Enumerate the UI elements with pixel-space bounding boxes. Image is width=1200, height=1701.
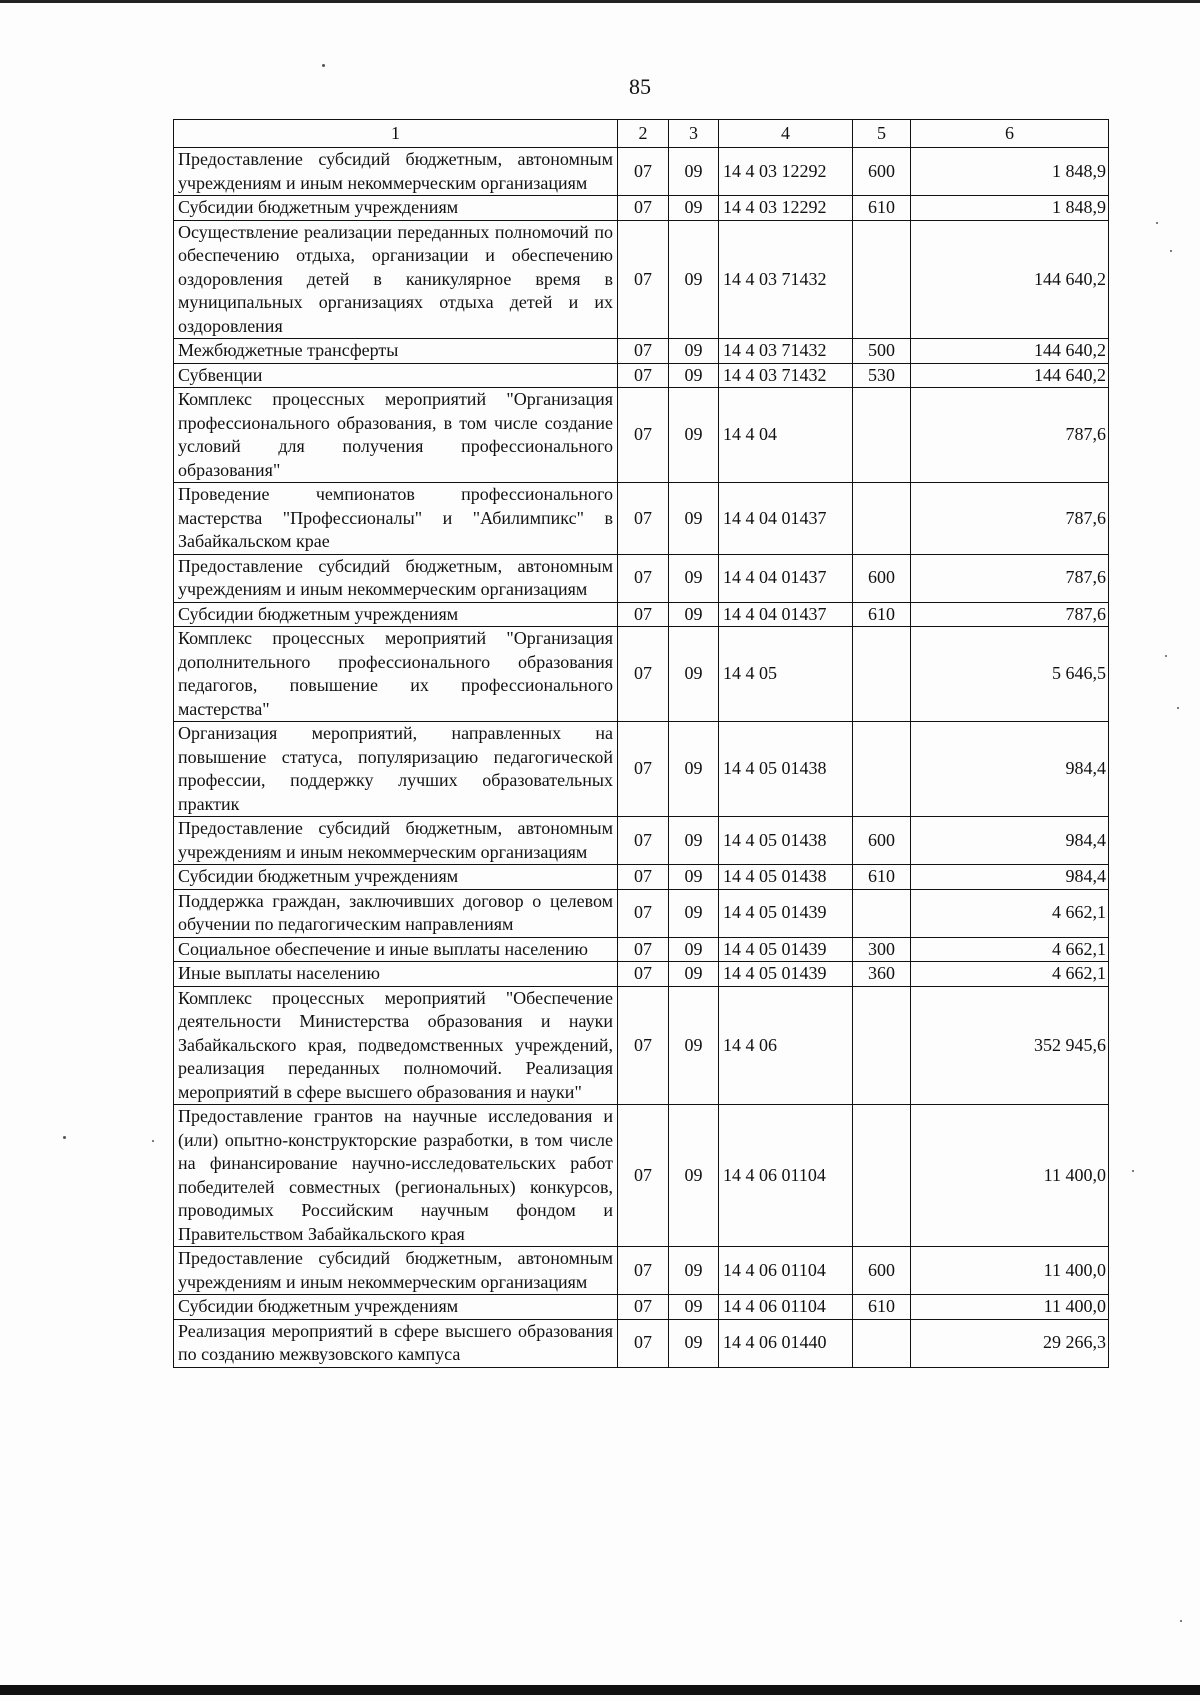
row-name-cell: Предоставление субсидий бюджетным, автономным учреждениям и иным некоммерческим организациям xyxy=(174,817,618,865)
table-header-row xyxy=(174,120,1109,148)
table-row xyxy=(174,148,1109,196)
row-section-cell: 07 xyxy=(618,220,669,339)
row-name-cell: Комплекс процессных мероприятий "Организация профессионального образования, в том числе создание условий для получения профессионального образования" xyxy=(174,388,618,483)
row-name-cell: Субсидии бюджетным учреждениям xyxy=(174,1295,618,1320)
row-sum-cell: 4 662,1 xyxy=(911,962,1109,987)
row-subsection-cell: 09 xyxy=(669,1105,719,1247)
row-type-cell: 600 xyxy=(853,817,911,865)
table-row xyxy=(174,962,1109,987)
row-section-cell: 07 xyxy=(618,627,669,722)
table-row xyxy=(174,1105,1109,1247)
row-section-cell: 07 xyxy=(618,554,669,602)
row-code-cell: 14 4 03 71432 xyxy=(719,339,853,364)
row-name-cell: Иные выплаты населению xyxy=(174,962,618,987)
row-subsection-cell: 09 xyxy=(669,148,719,196)
table-row xyxy=(174,937,1109,962)
table-row xyxy=(174,363,1109,388)
row-name-cell: Предоставление грантов на научные исследования и (или) опытно-конструкторские разработки, в том числе на финансирование научно-исследовательских работ победителей совместных (региональных) конкурсов, проводимых Российским научным фондом и Правительством Забайкальского края xyxy=(174,1105,618,1247)
row-code-cell: 14 4 04 01437 xyxy=(719,602,853,627)
row-sum-cell: 787,6 xyxy=(911,483,1109,555)
row-subsection-cell: 09 xyxy=(669,817,719,865)
row-subsection-cell: 09 xyxy=(669,889,719,937)
row-code-cell: 14 4 05 01439 xyxy=(719,937,853,962)
row-subsection-cell: 09 xyxy=(669,554,719,602)
page-number: 85 xyxy=(629,74,651,99)
row-subsection-cell: 09 xyxy=(669,363,719,388)
table-row xyxy=(174,1319,1109,1367)
row-type-cell: 610 xyxy=(853,602,911,627)
row-code-cell: 14 4 03 71432 xyxy=(719,220,853,339)
row-type-cell: 360 xyxy=(853,962,911,987)
row-subsection-cell: 09 xyxy=(669,220,719,339)
row-sum-cell: 787,6 xyxy=(911,602,1109,627)
table-row xyxy=(174,339,1109,364)
row-type-cell: 530 xyxy=(853,363,911,388)
table-row xyxy=(174,722,1109,817)
table-row xyxy=(174,627,1109,722)
row-subsection-cell: 09 xyxy=(669,1247,719,1295)
table-row xyxy=(174,865,1109,890)
row-code-cell: 14 4 03 71432 xyxy=(719,363,853,388)
row-section-cell: 07 xyxy=(618,986,669,1105)
table-row xyxy=(174,1295,1109,1320)
row-type-cell xyxy=(853,1319,911,1367)
row-section-cell: 07 xyxy=(618,388,669,483)
row-section-cell: 07 xyxy=(618,937,669,962)
row-sum-cell: 984,4 xyxy=(911,865,1109,890)
scan-speck xyxy=(1180,1620,1182,1622)
row-section-cell: 07 xyxy=(618,602,669,627)
row-name-cell: Субсидии бюджетным учреждениям xyxy=(174,865,618,890)
scan-speck xyxy=(1165,655,1167,657)
row-name-cell: Реализация мероприятий в сфере высшего образования по созданию межвузовского кампуса xyxy=(174,1319,618,1367)
row-code-cell: 14 4 04 01437 xyxy=(719,483,853,555)
row-type-cell xyxy=(853,627,911,722)
row-subsection-cell: 09 xyxy=(669,865,719,890)
row-code-cell: 14 4 05 01438 xyxy=(719,817,853,865)
table-row xyxy=(174,602,1109,627)
scan-edge-bottom xyxy=(0,1685,1200,1695)
row-type-cell xyxy=(853,220,911,339)
row-type-cell: 610 xyxy=(853,1295,911,1320)
row-section-cell: 07 xyxy=(618,1319,669,1367)
row-sum-cell: 29 266,3 xyxy=(911,1319,1109,1367)
row-name-cell: Предоставление субсидий бюджетным, автономным учреждениям и иным некоммерческим организациям xyxy=(174,554,618,602)
row-subsection-cell: 09 xyxy=(669,1319,719,1367)
row-type-cell xyxy=(853,483,911,555)
row-section-cell: 07 xyxy=(618,363,669,388)
row-section-cell: 07 xyxy=(618,483,669,555)
row-type-cell xyxy=(853,722,911,817)
scan-speck xyxy=(1132,1170,1134,1172)
row-type-cell xyxy=(853,388,911,483)
row-name-cell: Межбюджетные трансферты xyxy=(174,339,618,364)
row-name-cell: Организация мероприятий, направленных на повышение статуса, популяризацию педагогической профессии, поддержку лучших образовательных практик xyxy=(174,722,618,817)
header-cell-3: 3 xyxy=(669,120,719,148)
row-name-cell: Комплекс процессных мероприятий "Организация дополнительного профессионального образования педагогов, повышение их профессионального мастерства" xyxy=(174,627,618,722)
row-subsection-cell: 09 xyxy=(669,339,719,364)
row-sum-cell: 984,4 xyxy=(911,817,1109,865)
table-row xyxy=(174,554,1109,602)
row-type-cell: 610 xyxy=(853,196,911,221)
row-subsection-cell: 09 xyxy=(669,602,719,627)
scan-speck xyxy=(152,1140,154,1142)
scan-speck xyxy=(1177,707,1179,709)
header-cell-1: 1 xyxy=(174,120,618,148)
table-row xyxy=(174,1247,1109,1295)
header-cell-4: 4 xyxy=(719,120,853,148)
row-name-cell: Предоставление субсидий бюджетным, автономным учреждениям и иным некоммерческим организациям xyxy=(174,148,618,196)
row-section-cell: 07 xyxy=(618,865,669,890)
row-type-cell xyxy=(853,1105,911,1247)
row-subsection-cell: 09 xyxy=(669,722,719,817)
row-code-cell: 14 4 06 01104 xyxy=(719,1295,853,1320)
table-row xyxy=(174,986,1109,1105)
table-row xyxy=(174,483,1109,555)
row-name-cell: Субвенции xyxy=(174,363,618,388)
scan-speck xyxy=(63,1136,66,1139)
scan-speck xyxy=(1170,250,1172,252)
row-type-cell xyxy=(853,986,911,1105)
row-section-cell: 07 xyxy=(618,339,669,364)
header-cell-6: 6 xyxy=(911,120,1109,148)
row-code-cell: 14 4 06 01104 xyxy=(719,1247,853,1295)
row-code-cell: 14 4 06 01104 xyxy=(719,1105,853,1247)
row-name-cell: Социальное обеспечение и иные выплаты населению xyxy=(174,937,618,962)
row-type-cell: 300 xyxy=(853,937,911,962)
row-section-cell: 07 xyxy=(618,817,669,865)
row-type-cell xyxy=(853,889,911,937)
row-section-cell: 07 xyxy=(618,962,669,987)
header-cell-2: 2 xyxy=(618,120,669,148)
row-code-cell: 14 4 05 xyxy=(719,627,853,722)
row-sum-cell: 984,4 xyxy=(911,722,1109,817)
row-sum-cell: 11 400,0 xyxy=(911,1295,1109,1320)
table-row xyxy=(174,388,1109,483)
row-type-cell: 600 xyxy=(853,554,911,602)
row-section-cell: 07 xyxy=(618,196,669,221)
row-code-cell: 14 4 05 01439 xyxy=(719,889,853,937)
row-code-cell: 14 4 04 xyxy=(719,388,853,483)
row-sum-cell: 144 640,2 xyxy=(911,339,1109,364)
row-code-cell: 14 4 06 xyxy=(719,986,853,1105)
row-name-cell: Осуществление реализации переданных полномочий по обеспечению отдыха, организации и обеспечению оздоровления детей в каникулярное время в муниципальных организациях отдыха детей и их оздоровления xyxy=(174,220,618,339)
row-name-cell: Субсидии бюджетным учреждениям xyxy=(174,602,618,627)
table-row xyxy=(174,220,1109,339)
row-sum-cell: 144 640,2 xyxy=(911,220,1109,339)
table-row xyxy=(174,196,1109,221)
row-section-cell: 07 xyxy=(618,889,669,937)
table-row xyxy=(174,817,1109,865)
row-code-cell: 14 4 06 01440 xyxy=(719,1319,853,1367)
row-code-cell: 14 4 05 01438 xyxy=(719,722,853,817)
budget-table xyxy=(173,119,1109,1368)
row-subsection-cell: 09 xyxy=(669,1295,719,1320)
row-subsection-cell: 09 xyxy=(669,388,719,483)
scan-speck xyxy=(322,64,325,67)
row-code-cell: 14 4 03 12292 xyxy=(719,148,853,196)
row-name-cell: Проведение чемпионатов профессионального мастерства "Профессионалы" и "Абилимпикс" в Забайкальском крае xyxy=(174,483,618,555)
row-subsection-cell: 09 xyxy=(669,986,719,1105)
row-type-cell: 610 xyxy=(853,865,911,890)
row-sum-cell: 1 848,9 xyxy=(911,196,1109,221)
scan-edge-top xyxy=(0,0,1200,3)
row-section-cell: 07 xyxy=(618,1295,669,1320)
row-subsection-cell: 09 xyxy=(669,962,719,987)
table-row xyxy=(174,889,1109,937)
row-subsection-cell: 09 xyxy=(669,937,719,962)
row-code-cell: 14 4 03 12292 xyxy=(719,196,853,221)
row-sum-cell: 4 662,1 xyxy=(911,937,1109,962)
row-sum-cell: 144 640,2 xyxy=(911,363,1109,388)
row-code-cell: 14 4 05 01438 xyxy=(719,865,853,890)
row-sum-cell: 352 945,6 xyxy=(911,986,1109,1105)
row-sum-cell: 1 848,9 xyxy=(911,148,1109,196)
row-name-cell: Предоставление субсидий бюджетным, автономным учреждениям и иным некоммерческим организациям xyxy=(174,1247,618,1295)
header-cell-5: 5 xyxy=(853,120,911,148)
row-subsection-cell: 09 xyxy=(669,483,719,555)
row-name-cell: Комплекс процессных мероприятий "Обеспечение деятельности Министерства образования и науки Забайкальского края, подведомственных учреждений, реализация переданных полномочий. Реализация мероприятий в сфере высшего образования и науки" xyxy=(174,986,618,1105)
row-type-cell: 600 xyxy=(853,1247,911,1295)
row-section-cell: 07 xyxy=(618,148,669,196)
row-sum-cell: 787,6 xyxy=(911,388,1109,483)
row-code-cell: 14 4 05 01439 xyxy=(719,962,853,987)
row-type-cell: 600 xyxy=(853,148,911,196)
row-section-cell: 07 xyxy=(618,1105,669,1247)
row-sum-cell: 5 646,5 xyxy=(911,627,1109,722)
row-sum-cell: 787,6 xyxy=(911,554,1109,602)
row-sum-cell: 4 662,1 xyxy=(911,889,1109,937)
row-name-cell: Поддержка граждан, заключивших договор о целевом обучении по педагогическим направлениям xyxy=(174,889,618,937)
row-code-cell: 14 4 04 01437 xyxy=(719,554,853,602)
scan-speck xyxy=(1156,222,1158,224)
row-name-cell: Субсидии бюджетным учреждениям xyxy=(174,196,618,221)
row-sum-cell: 11 400,0 xyxy=(911,1247,1109,1295)
row-section-cell: 07 xyxy=(618,1247,669,1295)
row-sum-cell: 11 400,0 xyxy=(911,1105,1109,1247)
row-subsection-cell: 09 xyxy=(669,196,719,221)
row-type-cell: 500 xyxy=(853,339,911,364)
row-subsection-cell: 09 xyxy=(669,627,719,722)
row-section-cell: 07 xyxy=(618,722,669,817)
